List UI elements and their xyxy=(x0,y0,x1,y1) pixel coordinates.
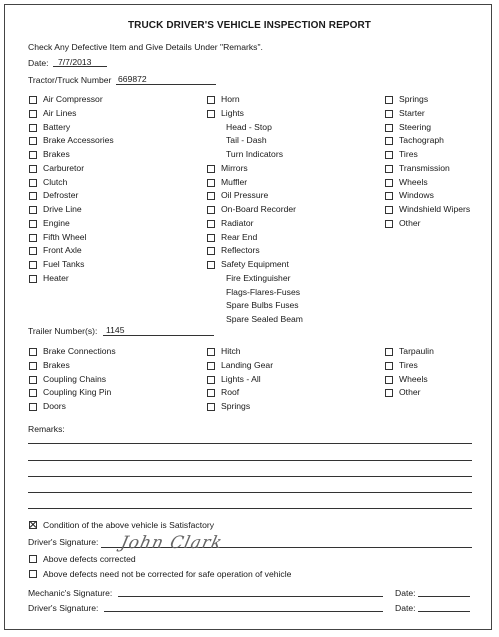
item-wheels: Wheels xyxy=(399,176,428,187)
date-label: Date: xyxy=(28,58,49,68)
item-roof: Roof xyxy=(221,387,240,398)
item-springs: Springs xyxy=(399,94,429,104)
item-lights-all: Lights - All xyxy=(221,373,261,384)
checkbox-transmission[interactable] xyxy=(385,165,393,173)
checkbox-battery[interactable] xyxy=(29,124,37,132)
checkbox-oil-pressure[interactable] xyxy=(207,192,215,200)
checkbox-muffler[interactable] xyxy=(207,179,215,187)
item-brakes: Brakes xyxy=(43,359,70,370)
subitem-fire-extinguisher: Fire Extinguisher xyxy=(226,272,291,283)
item-fifth-wheel: Fifth Wheel xyxy=(43,231,87,242)
item-carburetor: Carburetor xyxy=(43,162,85,173)
checkbox-tarpaulin[interactable] xyxy=(385,348,393,356)
item-windows: Windows xyxy=(399,190,434,201)
checkbox-engine[interactable] xyxy=(29,220,37,228)
checkbox-lights[interactable] xyxy=(207,110,215,118)
mechanic-date-line[interactable] xyxy=(418,596,470,597)
defects-not-needed-checkbox[interactable] xyxy=(29,570,37,578)
item-starter: Starter xyxy=(399,107,425,118)
item-coupling-king-pin: Coupling King Pin xyxy=(43,387,112,398)
remarks-line[interactable] xyxy=(28,508,472,509)
checkbox-brake-connections[interactable] xyxy=(29,348,37,356)
item-reflectors: Reflectors xyxy=(221,245,260,256)
subitem-spare-sealed-beam: Spare Sealed Beam xyxy=(226,314,303,324)
item-other: Other xyxy=(399,387,421,398)
driver-signature: John Clark xyxy=(118,533,225,553)
checkbox-mirrors[interactable] xyxy=(207,165,215,173)
item-coupling-chains: Coupling Chains xyxy=(43,373,107,384)
checkbox-rear-end[interactable] xyxy=(207,234,215,242)
item-doors: Doors xyxy=(43,401,66,411)
checkbox-carburetor[interactable] xyxy=(29,165,37,173)
trailer-number-label: Trailer Number(s): xyxy=(28,326,98,336)
checkbox-starter[interactable] xyxy=(385,110,393,118)
item-safety-equipment: Safety Equipment xyxy=(221,259,289,269)
mechanic-signature-label: Mechanic's Signature: xyxy=(28,588,113,598)
item-tachograph: Tachograph xyxy=(399,135,444,146)
item-wheels: Wheels xyxy=(399,373,428,384)
item-battery: Battery xyxy=(43,121,71,132)
item-radiator: Radiator xyxy=(221,217,254,228)
item-tarpaulin: Tarpaulin xyxy=(399,346,434,356)
item-heater: Heater xyxy=(43,272,69,283)
condition-satisfactory-label: Condition of the above vehicle is Satisfactory xyxy=(43,520,215,530)
checkbox-heater[interactable] xyxy=(29,275,37,283)
remarks-line[interactable] xyxy=(28,443,472,444)
checkbox-coupling-king-pin[interactable] xyxy=(29,389,37,397)
checkbox-horn[interactable] xyxy=(207,96,215,104)
trailer-number-value: 1145 xyxy=(106,325,125,335)
item-air-lines: Air Lines xyxy=(43,107,77,118)
subitem-tail-dash: Tail - Dash xyxy=(226,135,267,146)
checkbox-defroster[interactable] xyxy=(29,192,37,200)
driver-signature-2-line[interactable] xyxy=(104,611,383,612)
driver-signature-2-label: Driver's Signature: xyxy=(28,603,99,613)
checkbox-windows[interactable] xyxy=(385,192,393,200)
item-drive-line: Drive Line xyxy=(43,204,82,214)
checkbox-reflectors[interactable] xyxy=(207,247,215,255)
checkbox-other[interactable] xyxy=(385,220,393,228)
checkbox-tires[interactable] xyxy=(385,362,393,370)
checkbox-drive-line[interactable] xyxy=(29,206,37,214)
item-brakes: Brakes xyxy=(43,149,70,159)
item-mirrors: Mirrors xyxy=(221,162,248,173)
checkbox-fifth-wheel[interactable] xyxy=(29,234,37,242)
checkbox-front-axle[interactable] xyxy=(29,247,37,255)
tractor-number-label: Tractor/Truck Number xyxy=(28,75,112,85)
defects-not-needed-label: Above defects need not be corrected for safe operation of vehicle xyxy=(43,569,292,579)
driver-date-label: Date: xyxy=(395,603,416,613)
subitem-turn-indicators: Turn Indicators xyxy=(226,149,283,159)
item-landing-gear: Landing Gear xyxy=(221,359,274,370)
item-lights: Lights xyxy=(221,107,244,118)
item-engine: Engine xyxy=(43,217,70,228)
checkbox-wheels[interactable] xyxy=(385,376,393,384)
checkbox-hitch[interactable] xyxy=(207,348,215,356)
item-oil-pressure: Oil Pressure xyxy=(221,190,269,201)
item-springs: Springs xyxy=(221,401,251,411)
trailer-number-line[interactable] xyxy=(103,335,214,336)
item-front-axle: Front Axle xyxy=(43,245,82,256)
item-muffler: Muffler xyxy=(221,176,248,187)
checkbox-steering[interactable] xyxy=(385,124,393,132)
subitem-spare-bulbs-fuses: Spare Bulbs Fuses xyxy=(226,300,299,311)
checkbox-brakes[interactable] xyxy=(29,151,37,159)
checkbox-other[interactable] xyxy=(385,389,393,397)
checkbox-radiator[interactable] xyxy=(207,220,215,228)
mechanic-date-label: Date: xyxy=(395,588,416,598)
checkbox-wheels[interactable] xyxy=(385,179,393,187)
item-tires: Tires xyxy=(399,149,418,159)
driver-signature-label: Driver's Signature: xyxy=(28,537,99,547)
checkbox-doors[interactable] xyxy=(29,403,37,411)
checkbox-tires[interactable] xyxy=(385,151,393,159)
tractor-number-value: 669872 xyxy=(118,74,147,84)
checkbox-windshield-wipers[interactable] xyxy=(385,206,393,214)
item-rear-end: Rear End xyxy=(221,231,258,242)
remarks-line[interactable] xyxy=(28,476,472,477)
checkbox-safety-equipment[interactable] xyxy=(207,261,215,269)
checkbox-landing-gear[interactable] xyxy=(207,362,215,370)
checkbox-tachograph[interactable] xyxy=(385,137,393,145)
checkbox-clutch[interactable] xyxy=(29,179,37,187)
instructions-text: Check Any Defective Item and Give Details Under "Remarks". xyxy=(28,42,263,52)
item-fuel-tanks: Fuel Tanks xyxy=(43,259,85,269)
checkbox-on-board-recorder[interactable] xyxy=(207,206,215,214)
subitem-head-stop: Head - Stop xyxy=(226,121,272,132)
checkbox-roof[interactable] xyxy=(207,389,215,397)
remarks-line[interactable] xyxy=(28,492,472,493)
item-tires: Tires xyxy=(399,359,418,370)
item-hitch: Hitch xyxy=(221,346,241,356)
item-windshield-wipers: Windshield Wipers xyxy=(399,204,471,214)
defects-corrected-label: Above defects corrected xyxy=(43,554,136,564)
remarks-label: Remarks: xyxy=(28,424,65,434)
item-on-board-recorder: On-Board Recorder xyxy=(221,204,296,214)
item-brake-accessories: Brake Accessories xyxy=(43,135,114,146)
tractor-number-line[interactable] xyxy=(116,84,216,85)
checkbox-springs[interactable] xyxy=(385,96,393,104)
checkbox-air-compressor[interactable] xyxy=(29,96,37,104)
checkbox-fuel-tanks[interactable] xyxy=(29,261,37,269)
defects-corrected-checkbox[interactable] xyxy=(29,555,37,563)
item-other: Other xyxy=(399,217,421,228)
item-steering: Steering xyxy=(399,121,432,132)
item-transmission: Transmission xyxy=(399,162,450,173)
checkbox-air-lines[interactable] xyxy=(29,110,37,118)
checkbox-brakes[interactable] xyxy=(29,362,37,370)
item-horn: Horn xyxy=(221,94,240,104)
checkbox-brake-accessories[interactable] xyxy=(29,137,37,145)
date-value: 7/7/2013 xyxy=(58,57,92,67)
item-air-compressor: Air Compressor xyxy=(43,94,103,104)
driver-date-line[interactable] xyxy=(418,611,470,612)
mechanic-signature-line[interactable] xyxy=(118,596,383,597)
checkbox-lights-all[interactable] xyxy=(207,376,215,384)
subitem-flags-flares-fuses: Flags-Flares-Fuses xyxy=(226,286,301,297)
form-title: TRUCK DRIVER'S VEHICLE INSPECTION REPORT xyxy=(127,20,372,31)
item-defroster: Defroster xyxy=(43,190,79,201)
checkbox-coupling-chains[interactable] xyxy=(29,376,37,384)
checkbox-springs[interactable] xyxy=(207,403,215,411)
item-brake-connections: Brake Connections xyxy=(43,346,116,356)
item-clutch: Clutch xyxy=(43,176,68,187)
remarks-line[interactable] xyxy=(28,460,472,461)
condition-satisfactory-checkbox[interactable] xyxy=(29,521,37,529)
